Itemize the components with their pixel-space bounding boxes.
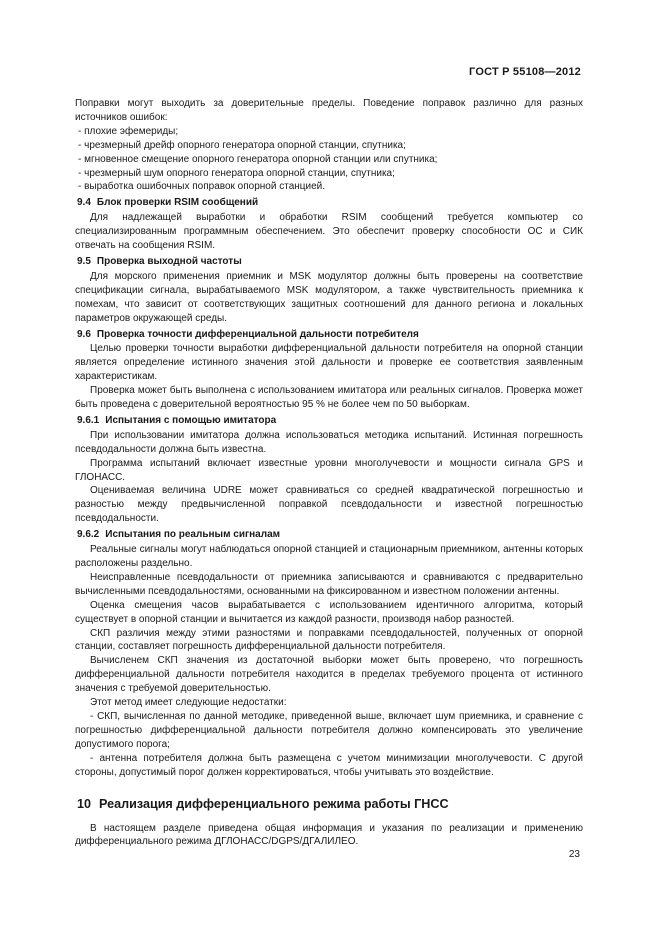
paragraph: При использовании имитатора должна использоваться методика испытаний. Истинная погрешность псевдодальности должна быть известна. bbox=[75, 429, 583, 455]
paragraph: СКП различия между этими разностями и поправками псевдодальностей, полученных от опорной станции, составляет погрешность дифференциальной дальности потребителя. bbox=[75, 627, 583, 653]
paragraph: Неисправленные псевдодальности от приемника записываются и сравниваются с предварительно вычисленными псевдодальностями, основанными на фиксированном и известном положении антенны. bbox=[75, 571, 583, 597]
list-item: - чрезмерный дрейф опорного генератора опорной станции, спутника; bbox=[78, 139, 406, 151]
list-item: - выработка ошибочных поправок опорной станцией. bbox=[78, 181, 326, 193]
heading-title: Проверка точности дифференциальной дальности потребителя bbox=[96, 328, 419, 340]
heading-title: Реализация дифференциального режима работы ГНСС bbox=[99, 796, 449, 811]
heading-number: 9.4 bbox=[77, 197, 91, 209]
paragraph: Программа испытаний включает известные уровни многолучевости и мощности сигнала GPS и ГЛОНАСС. bbox=[75, 457, 583, 483]
subsection-heading bbox=[75, 528, 583, 542]
subsection-heading bbox=[75, 255, 583, 269]
document-id-header: ГОСТ Р 55108—2012 bbox=[469, 66, 581, 78]
paragraph: Реальные сигналы могут наблюдаться опорной станцией и стационарным приемником, антенны которых расположены раздельно. bbox=[75, 544, 583, 569]
paragraph: - СКП, вычисленная по данной методике, приведенной выше, включает шум приемника, и сравнение с погрешностью дифференциальной дальности потребителя должно компенсировать это увеличение допустимого порога; bbox=[75, 710, 583, 750]
paragraph: Этот метод имеет следующие недостатки: bbox=[90, 697, 287, 709]
list-item: - чрезмерный шум опорного генератора опорной станции, спутника; bbox=[78, 167, 395, 179]
paragraph: Для морского применения приемник и MSK модулятор должны быть проверены на соответствие спецификации сигнала, вырабатываемого MSK модулятором, а также чувствительность приемника к помехам, что зависит от соответствующих защитных соотношений для данного региона и локальных параметров окружающей среды. bbox=[75, 270, 583, 324]
section-heading bbox=[75, 796, 583, 812]
page-number: 23 bbox=[568, 849, 580, 860]
paragraph: Вычисленем СКП значения из достаточной выборки может быть проверено, что погрешность дифференциальной дальности потребителя находится в пределах требуемого процента от истинного значения с требуемой доверительностью. bbox=[75, 655, 583, 695]
subsection-heading bbox=[75, 414, 583, 428]
list-item: - плохие эфемериды; bbox=[78, 125, 179, 137]
paragraph: Оцениваемая величина UDRE может сравниваться со средней квадратической погрешностью и разностью между предвычисленной поправкой псевдодальности и известной погрешностью псевдодальности. bbox=[75, 485, 583, 525]
subsection-heading bbox=[75, 196, 583, 210]
heading-title: Испытания с помощью имитатора bbox=[105, 414, 277, 426]
paragraph: Целью проверки точности выработки дифференциальной дальности потребителя на опорной станции является определение истинного значения этой дальности и проверке ее соответствия заявленным характеристикам. bbox=[75, 343, 583, 383]
heading-number: 9.6.1 bbox=[77, 414, 100, 426]
list-item: - мгновенное смещение опорного генератора опорной станции или спутника; bbox=[78, 153, 438, 165]
heading-number: 9.5 bbox=[77, 255, 91, 267]
heading-number: 9.6 bbox=[77, 328, 91, 340]
heading-number: 9.6.2 bbox=[77, 529, 100, 541]
heading-title: Проверка выходной частоты bbox=[96, 255, 242, 267]
heading-number: 10 bbox=[77, 796, 92, 811]
subsection-heading bbox=[75, 328, 583, 342]
paragraph: Оценка смещения часов вырабатывается с использованием идентичного алгоритма, который существует в опорной станции и вычитается из каждой разности, производя набор разностей. bbox=[75, 599, 583, 625]
heading-title: Испытания по реальным сигналам bbox=[105, 529, 281, 541]
paragraph: В настоящем разделе приведена общая информация и указания по реализации и применению дифференциального режима ДГЛОНАСС/DGPS/ДГАЛИЛЕО. bbox=[75, 822, 583, 848]
paragraph: - антенна потребителя должна быть размещена с учетом минимизации многолучевости. С другой стороны, допустимый порог должен корректироваться, чтобы учитывать это воздействие. bbox=[75, 752, 583, 778]
document-body bbox=[75, 97, 583, 849]
heading-title: Блок проверки RSIM сообщений bbox=[96, 197, 259, 209]
paragraph: Для надлежащей выработки и обработки RSIM сообщений требуется компьютер со специализированным программным обеспечением. Это обеспечит проверку способности ОС и СИК отвечать на сообщения RSIM. bbox=[75, 212, 583, 252]
paragraph: Проверка может быть выполнена с использованием имитатора или реальных сигналов. Проверка может быть проведена с доверительной вероятностью 95 % не более чем по 50 выборкам. bbox=[75, 385, 583, 411]
paragraph: Поправки могут выходить за доверительные пределы. Поведение поправок различно для разных источников ошибок: bbox=[75, 98, 583, 123]
